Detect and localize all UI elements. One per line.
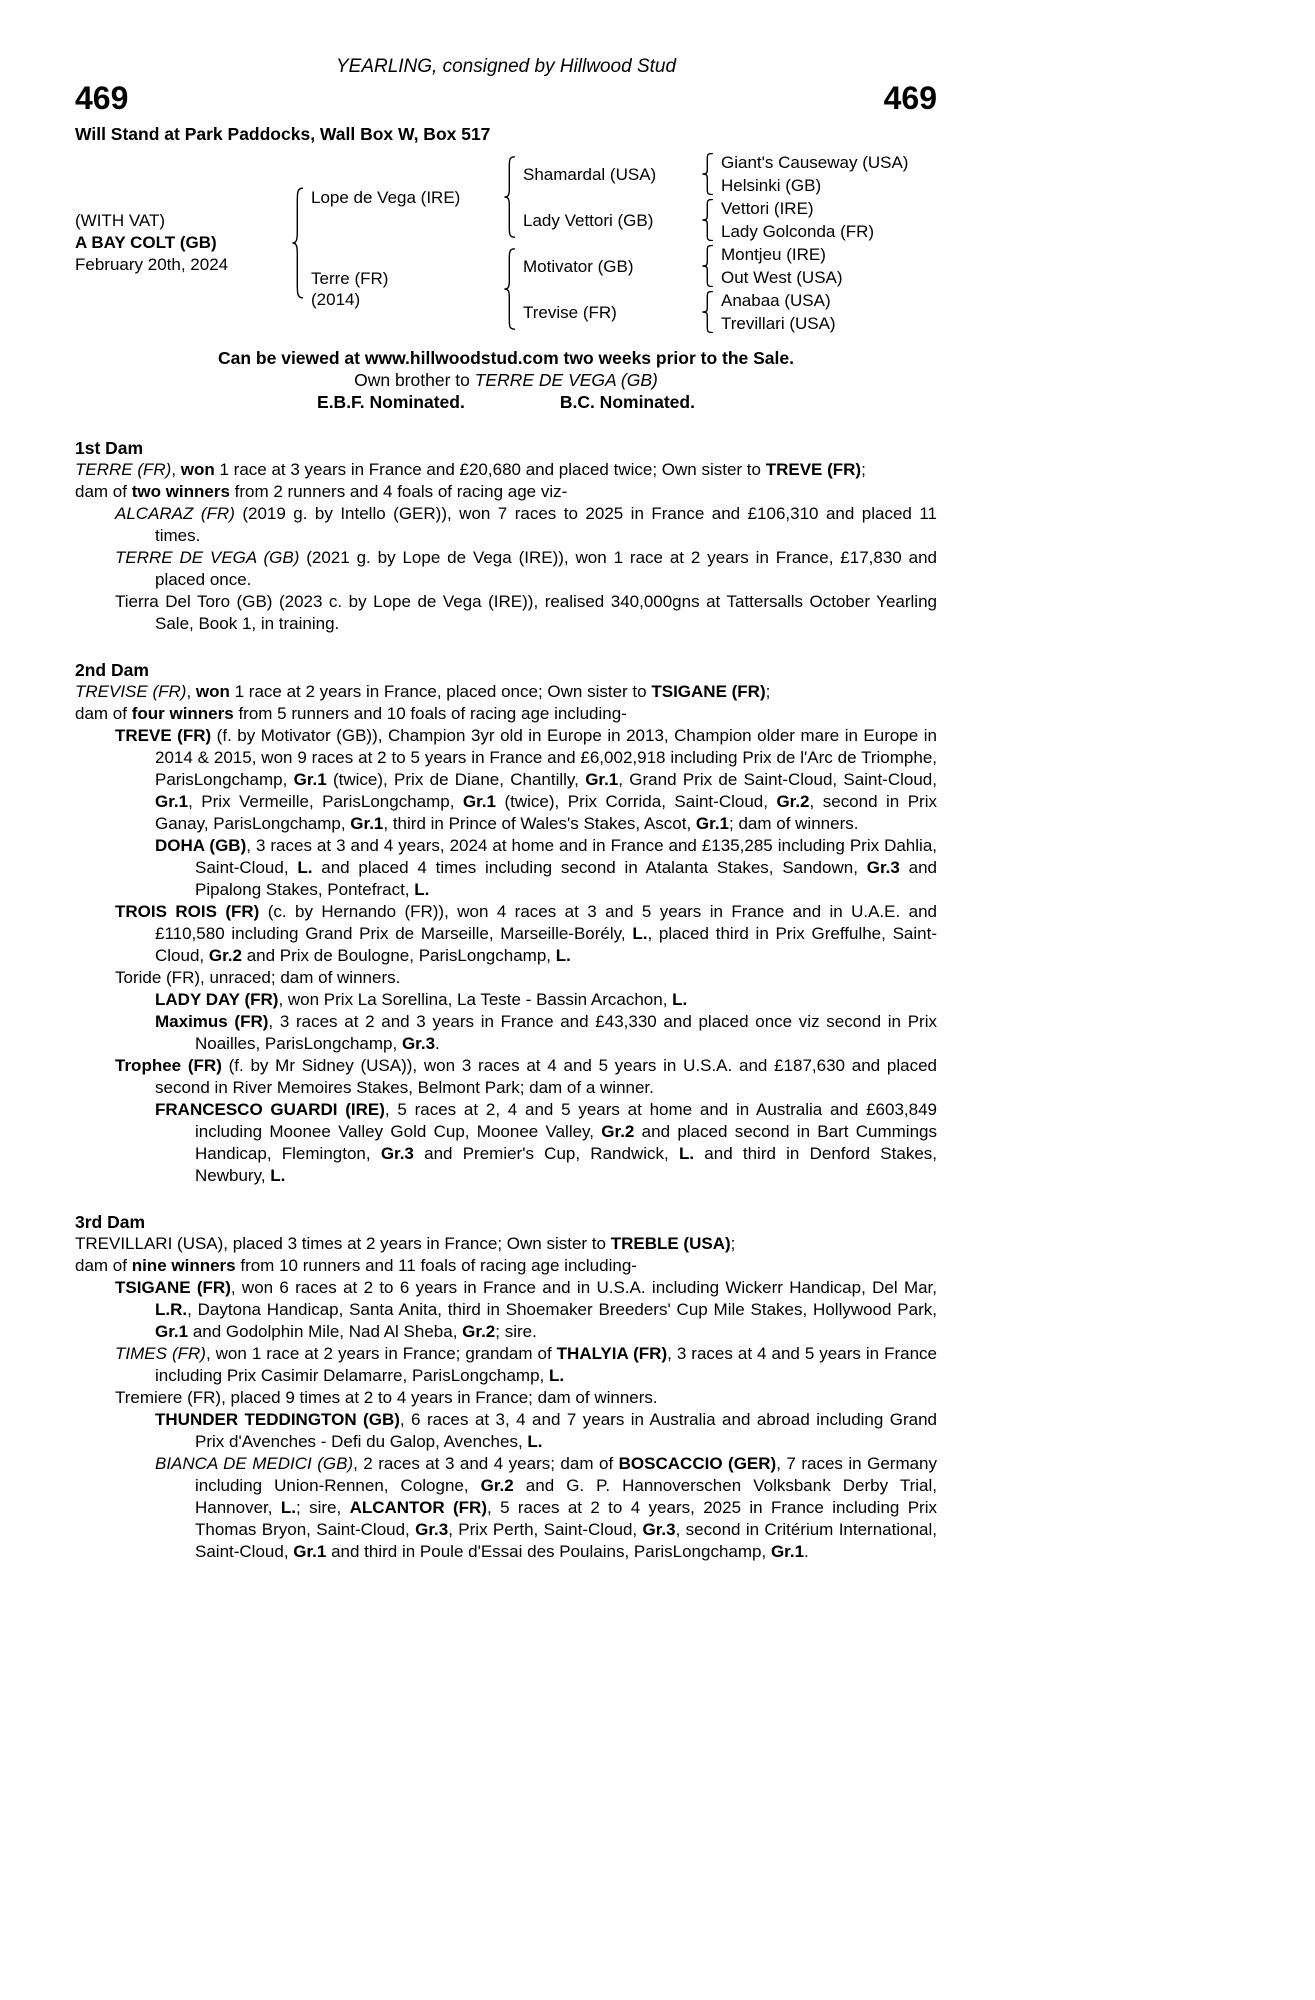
- paragraph-text: (2021 g. by Lope de Vega (IRE)), won 1 race at 2 years in France, £17,830 and placed once.: [155, 548, 937, 589]
- ebf-nominated: E.B.F. Nominated.: [317, 392, 465, 412]
- horse-or-race-name: Maximus (FR): [155, 1012, 269, 1031]
- sire-dam-name: Lady Vettori (GB): [523, 210, 654, 230]
- foaling-date: February 20th, 2024: [75, 255, 229, 274]
- horse-or-race-name: Gr.1: [155, 1322, 189, 1341]
- catalogue-page: [75, 0, 937, 1563]
- horse-or-race-name: four winners: [131, 704, 234, 723]
- horse-or-race-name: TERRE (FR): [75, 460, 172, 479]
- paragraph-text: (c. by Hernando (FR)), won 4 races at 3 and 5 years in France and in U.A.E. and £110,580 including Grand Prix de Marseille, Marseille-Borély,: [155, 902, 937, 943]
- catalogue-paragraph: [75, 503, 937, 547]
- horse-or-race-name: Gr.1: [155, 792, 189, 811]
- bc-nominated: B.C. Nominated.: [559, 392, 695, 412]
- paragraph-text: , 2 races at 3 and 4 years; dam of: [353, 1454, 619, 1473]
- paragraph-text: TREVILLARI (USA), placed 3 times at 2 years in France; Own sister to: [75, 1234, 611, 1253]
- catalogue-paragraph: [75, 591, 937, 635]
- stand-location-line: Will Stand at Park Paddocks, Wall Box W, Box 517: [75, 124, 491, 144]
- paragraph-text: Toride (FR), unraced; dam of winners.: [115, 968, 401, 987]
- paragraph-text: , Prix Perth, Saint-Cloud,: [448, 1520, 643, 1539]
- horse-or-race-name: two winners: [131, 482, 230, 501]
- horse-or-race-name: L.: [414, 880, 430, 899]
- paragraph-text: and Prix de Boulogne, ParisLongchamp,: [241, 946, 556, 965]
- sire-sire-name: Shamardal (USA): [523, 164, 657, 184]
- nominations-line: [75, 391, 937, 413]
- horse-or-race-name: ALCARAZ (FR): [115, 504, 235, 523]
- paragraph-text: and Pipalong Stakes, Pontefract,: [195, 858, 937, 899]
- paragraph-text: (twice), Prix Corrida, Saint-Cloud,: [496, 792, 777, 811]
- horse-or-race-name: TREVE (FR): [115, 726, 212, 745]
- paragraph-text: (f. by Mr Sidney (USA)), won 3 races at 4 and 5 years in U.S.A. and £187,630 and placed second in River Memoires Stakes, Belmont Park; dam of a winner.: [155, 1056, 937, 1097]
- dam-brace-icon: [497, 243, 523, 335]
- paragraph-text: , 5 races at 2, 4 and 5 years at home and in Australia and £603,849 including Moonee Valley Gold Cup, Moonee Valley,: [195, 1100, 937, 1141]
- paragraph-text: from 5 runners and 10 foals of racing age including-: [233, 704, 627, 723]
- horse-or-race-name: won: [195, 682, 230, 701]
- paragraph-text: from 10 runners and 11 foals of racing age including-: [235, 1256, 637, 1275]
- paragraph-text: .: [435, 1034, 440, 1053]
- paragraph-text: 1 race at 3 years in France and £20,680 and placed twice; Own sister to: [214, 460, 766, 479]
- paragraph-text: , Prix Vermeille, ParisLongchamp,: [188, 792, 463, 811]
- catalogue-paragraph: [75, 703, 937, 725]
- paragraph-text: , Grand Prix de Saint-Cloud, Saint-Cloud,: [618, 770, 937, 789]
- paragraph-text: , 3 races at 3 and 4 years, 2024 at home and in France and £135,285 including Prix Dahlia, Saint-Cloud,: [195, 836, 937, 877]
- paragraph-text: dam of: [75, 704, 132, 723]
- paragraph-text: Tremiere (FR), placed 9 times at 2 to 4 years in France; dam of winners.: [115, 1388, 658, 1407]
- paragraph-text: , 3 races at 4 and 5 years in France including Prix Casimir Delamarre, ParisLongchamp,: [155, 1344, 937, 1385]
- dam-dam-sire-name: Anabaa (USA): [721, 291, 831, 310]
- paragraph-text: , 5 races at 2 to 4 years, 2025 in France including Prix Thomas Bryon, Saint-Cloud,: [195, 1498, 937, 1539]
- horse-or-race-name: Gr.1: [293, 770, 327, 789]
- horse-or-race-name: Gr.1: [462, 792, 497, 811]
- paragraph-text: ; dam of winners.: [729, 814, 859, 833]
- horse-or-race-name: Gr.1: [585, 770, 619, 789]
- consignor-line: YEARLING, consigned by Hillwood Stud: [335, 56, 677, 77]
- paragraph-text: ;: [765, 682, 771, 701]
- catalogue-paragraph: [75, 1055, 937, 1099]
- horse-or-race-name: Gr.3: [415, 1520, 449, 1539]
- catalogue-paragraph: [75, 835, 937, 901]
- horse-or-race-name: BIANCA DE MEDICI (GB): [155, 1454, 354, 1473]
- horse-or-race-name: L.: [632, 924, 648, 943]
- dam-sire-brace-icon: [695, 243, 721, 289]
- paragraph-text: ; sire.: [495, 1322, 537, 1341]
- sire-sire-brace-icon: [695, 151, 721, 197]
- lot-number-left: 469: [75, 80, 129, 116]
- dam-dam-brace-icon: [695, 289, 721, 335]
- horse-or-race-name: Gr.2: [462, 1322, 496, 1341]
- vat-note: (WITH VAT): [75, 211, 166, 230]
- pedigree-main-brace-icon: [285, 174, 311, 312]
- horse-or-race-name: TSIGANE (FR): [115, 1278, 231, 1297]
- horse-or-race-name: Gr.1: [293, 1542, 327, 1561]
- paragraph-text: , second in Prix Ganay, ParisLongchamp,: [155, 792, 937, 833]
- paragraph-text: and Premier's Cup, Randwick,: [413, 1144, 679, 1163]
- sire-dam-brace-icon: [695, 197, 721, 243]
- catalogue-paragraph: [75, 1387, 937, 1409]
- catalogue-paragraph: [75, 989, 937, 1011]
- horse-or-race-name: Gr.1: [695, 814, 730, 833]
- paragraph-text: (twice), Prix de Diane, Chantilly,: [326, 770, 586, 789]
- horse-or-race-name: Gr.2: [776, 792, 810, 811]
- dam-sire-name: Motivator (GB): [523, 256, 634, 276]
- horse-or-race-name: won: [180, 460, 215, 479]
- horse-or-race-name: L.: [297, 858, 313, 877]
- sire-sire-dam-name: Helsinki (GB): [721, 176, 822, 195]
- pedigree-table: [75, 151, 937, 335]
- horse-or-race-name: L.: [548, 1366, 565, 1385]
- own-brother-name: TERRE DE VEGA (GB): [474, 370, 658, 390]
- horse-or-race-name: TIMES (FR): [115, 1344, 206, 1363]
- catalogue-paragraph: [75, 1011, 937, 1055]
- horse-or-race-name: TROIS ROIS (FR): [115, 902, 260, 921]
- paragraph-text: dam of: [75, 1256, 132, 1275]
- horse-or-race-name: Gr.2: [480, 1476, 514, 1495]
- catalogue-paragraph: [75, 967, 937, 989]
- dam-sire-sire-name: Montjeu (IRE): [721, 245, 826, 264]
- horse-or-race-name: L.: [527, 1432, 543, 1451]
- paragraph-text: Tierra Del Toro (GB) (2023 c. by Lope de Vega (IRE)), realised 340,000gns at Tattersalls October Yearling Sale, Book 1, in training.: [115, 592, 937, 633]
- horse-or-race-name: TERRE DE VEGA (GB): [115, 548, 300, 567]
- horse-or-race-name: Gr.1: [770, 1542, 805, 1561]
- paragraph-text: ,: [171, 460, 181, 479]
- paragraph-text: , won 1 race at 2 years in France; grandam of: [205, 1344, 557, 1363]
- horse-or-race-name: LADY DAY (FR): [155, 990, 279, 1009]
- horse-or-race-name: Trophee (FR): [115, 1056, 222, 1075]
- section-heading: 2nd Dam: [75, 660, 149, 680]
- catalogue-paragraph: [75, 1233, 937, 1255]
- dam-name: Terre (FR): [311, 269, 389, 288]
- catalogue-paragraph: [75, 481, 937, 503]
- paragraph-text: ,: [186, 682, 196, 701]
- paragraph-text: , 3 races at 2 and 3 years in France and £43,330 and placed once viz second in Prix Noailles, ParisLongchamp,: [195, 1012, 937, 1053]
- paragraph-text: 1 race at 2 years in France, placed once; Own sister to: [229, 682, 652, 701]
- paragraph-text: ;: [861, 460, 866, 479]
- paragraph-text: and G. P. Hannoverschen Volksbank Derby Trial, Hannover,: [195, 1476, 937, 1517]
- horse-or-race-name: L.: [280, 1498, 296, 1517]
- paragraph-text: , 6 races at 3, 4 and 7 years in Australia and abroad including Grand Prix d'Avenches - Defi du Galop, Avenches,: [195, 1410, 938, 1451]
- sire-dam-sire-name: Vettori (IRE): [721, 199, 814, 218]
- horse-or-race-name: TREBLE (USA): [610, 1234, 731, 1253]
- catalogue-paragraph: [75, 1453, 937, 1563]
- paragraph-text: and Godolphin Mile, Nad Al Sheba,: [188, 1322, 463, 1341]
- paragraph-text: from 2 runners and 4 foals of racing age viz-: [229, 482, 568, 501]
- horse-or-race-name: L.: [672, 990, 688, 1009]
- paragraph-text: , 7 races in Germany including Union-Rennen, Cologne,: [195, 1454, 938, 1495]
- catalogue-paragraph: [75, 1099, 937, 1187]
- paragraph-text: , won Prix La Sorellina, La Teste - Bassin Arcachon,: [278, 990, 673, 1009]
- section-heading: 1st Dam: [75, 438, 144, 458]
- catalogue-paragraph: [75, 1255, 937, 1277]
- lot-number-right: 469: [883, 80, 937, 116]
- catalogue-paragraph: [75, 547, 937, 591]
- horse-or-race-name: BOSCACCIO (GER): [618, 1454, 777, 1473]
- catalogue-paragraph: [75, 725, 937, 835]
- horse-or-race-name: ALCANTOR (FR): [349, 1498, 487, 1517]
- paragraph-text: ;: [730, 1234, 736, 1253]
- horse-or-race-name: TREVISE (FR): [75, 682, 187, 701]
- paragraph-text: , second in Critérium International, Saint-Cloud,: [195, 1520, 937, 1561]
- horse-or-race-name: Gr.3: [380, 1144, 414, 1163]
- horse-or-race-name: nine winners: [131, 1256, 236, 1275]
- sire-sire-sire-name: Giant's Causeway (USA): [721, 153, 909, 172]
- paragraph-text: dam of: [75, 482, 132, 501]
- dam-dam-dam-name: Trevillari (USA): [721, 314, 836, 333]
- horse-or-race-name: Gr.2: [208, 946, 242, 965]
- paragraph-text: .: [804, 1542, 809, 1561]
- dam-sections: [75, 437, 937, 1563]
- horse-or-race-name: FRANCESCO GUARDI (IRE): [155, 1100, 385, 1119]
- sire-name: Lope de Vega (IRE): [311, 187, 461, 207]
- paragraph-text: and placed second in Bart Cummings Handicap, Flemington,: [195, 1122, 937, 1163]
- dam-name-block: [311, 243, 497, 335]
- horse-or-race-name: TREVE (FR): [765, 460, 862, 479]
- horse-or-race-name: Gr.1: [350, 814, 384, 833]
- paragraph-text: and third in Denford Stakes, Newbury,: [195, 1144, 937, 1185]
- dam-year: (2014): [311, 290, 361, 309]
- paragraph-text: ; sire,: [295, 1498, 350, 1517]
- horse-or-race-name: Gr.3: [866, 858, 900, 877]
- lot-number-row: [75, 81, 937, 115]
- horse-or-race-name: Gr.3: [642, 1520, 676, 1539]
- dam-dam-name: Trevise (FR): [523, 302, 617, 322]
- catalogue-paragraph: [75, 901, 937, 967]
- catalogue-paragraph: [75, 1409, 937, 1453]
- paragraph-text: (f. by Motivator (GB)), Champion 3yr old in Europe in 2013, Champion older mare in Europe in 2014 & 2015, won 9 races at 2 to 5 years in France and £6,002,918 including Prix de l'Arc de Triomphe, ParisLongchamp,: [155, 726, 937, 789]
- own-brother-line: [75, 369, 937, 391]
- section-heading: 3rd Dam: [75, 1212, 146, 1232]
- horse-or-race-name: L.: [270, 1166, 286, 1185]
- paragraph-text: , Daytona Handicap, Santa Anita, third in Shoemaker Breeders' Cup Mile Stakes, Hollywood Park,: [187, 1300, 937, 1319]
- horse-or-race-name: THALYIA (FR): [556, 1344, 668, 1363]
- paragraph-text: (2019 g. by Intello (GER)), won 7 races to 2025 in France and £106,310 and placed 11 times.: [155, 504, 937, 545]
- horse-name: A BAY COLT (GB): [75, 233, 217, 252]
- horse-or-race-name: Gr.3: [401, 1034, 436, 1053]
- paragraph-text: and placed 4 times including second in Atalanta Stakes, Sandown,: [312, 858, 867, 877]
- own-brother-prefix: Own brother to: [354, 370, 475, 390]
- horse-or-race-name: L.R.: [155, 1300, 188, 1319]
- horse-or-race-name: DOHA (GB): [155, 836, 247, 855]
- viewing-notice: Can be viewed at www.hillwoodstud.com two weeks prior to the Sale.: [218, 348, 794, 368]
- horse-or-race-name: TSIGANE (FR): [651, 682, 766, 701]
- horse-info-block: [75, 151, 285, 335]
- horse-or-race-name: L.: [678, 1144, 695, 1163]
- sire-brace-icon: [497, 151, 523, 243]
- horse-or-race-name: L.: [555, 946, 571, 965]
- paragraph-text: , placed third in Prix Greffulhe, Saint-Cloud,: [155, 924, 937, 965]
- horse-or-race-name: Gr.2: [601, 1122, 635, 1141]
- catalogue-paragraph: [75, 1277, 937, 1343]
- catalogue-paragraph: [75, 1343, 937, 1387]
- paragraph-text: , third in Prince of Wales's Stakes, Ascot,: [383, 814, 696, 833]
- sire-dam-dam-name: Lady Golconda (FR): [721, 222, 875, 241]
- paragraph-text: and third in Poule d'Essai des Poulains, ParisLongchamp,: [326, 1542, 771, 1561]
- horse-or-race-name: THUNDER TEDDINGTON (GB): [155, 1410, 400, 1429]
- paragraph-text: , won 6 races at 2 to 6 years in France and in U.S.A. including Wickerr Handicap, Del Mar,: [230, 1278, 938, 1297]
- dam-sire-dam-name: Out West (USA): [721, 268, 843, 287]
- catalogue-paragraph: [75, 459, 937, 481]
- catalogue-paragraph: [75, 681, 937, 703]
